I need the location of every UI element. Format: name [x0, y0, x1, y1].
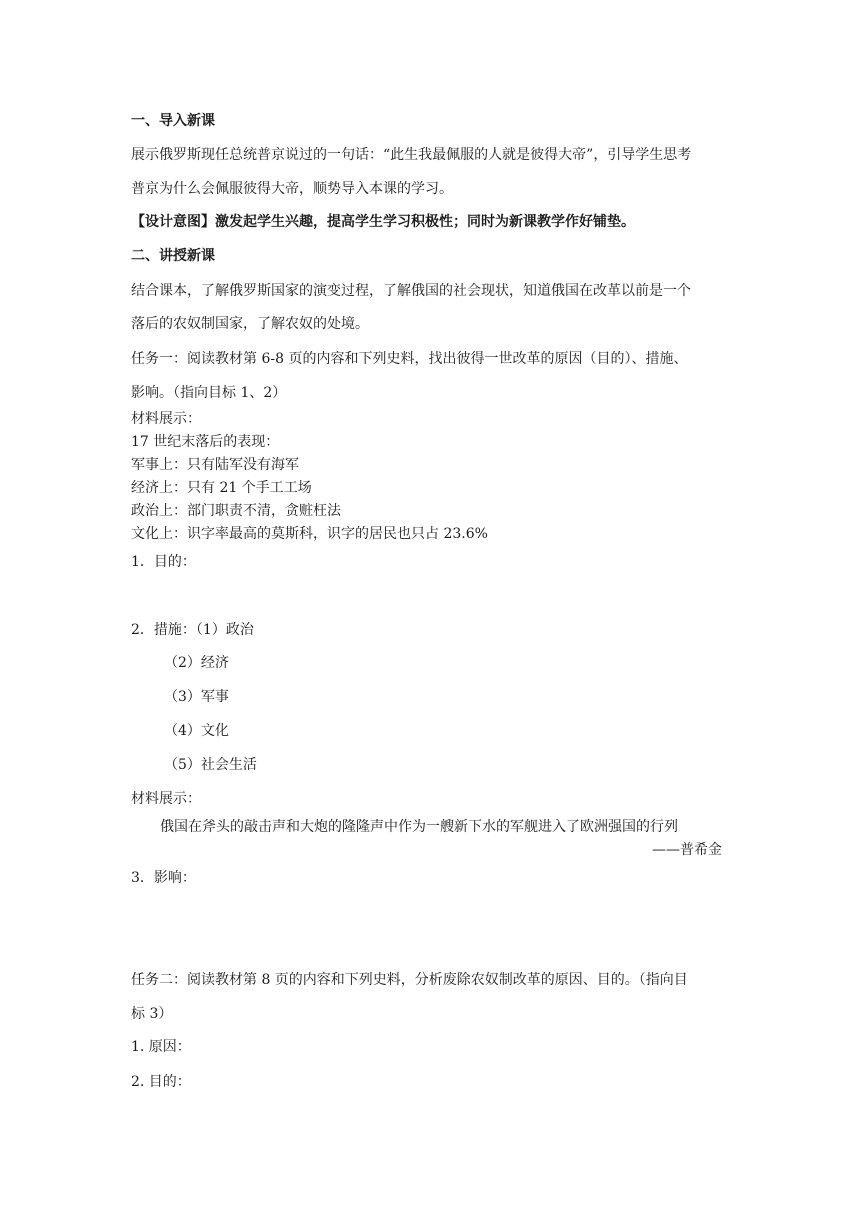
task1-line2: 影响。（指向目标 1、2）	[131, 385, 287, 401]
material-line: 文化上：识字率最高的莫斯科，识字的居民也只占 23.6%	[131, 526, 488, 542]
measure-item: （2）经济	[164, 655, 229, 671]
section1-intro-line2: 普京为什么会佩服彼得大帝，顺势导入本课的学习。	[131, 181, 453, 197]
task2-reason: 1. 原因：	[131, 1039, 191, 1055]
task2-purpose: 2. 目的：	[131, 1074, 191, 1090]
task2-line2: 标 3）	[131, 1006, 173, 1022]
material-line: 军事上：只有陆军没有海军	[131, 457, 299, 473]
measure-item: （3）军事	[164, 689, 229, 705]
quote-text: 俄国在斧头的敲击声和大炮的隆隆声中作为一艘新下水的军舰进入了欧洲强国的行列	[160, 819, 678, 835]
material-label: 材料展示：	[131, 411, 201, 427]
material-label-2: 材料展示：	[131, 791, 201, 807]
task1-measures-label: 2．措施：（1）政治	[131, 622, 254, 638]
section1-heading: 一、导入新课	[131, 113, 215, 129]
material-line: 经济上：只有 21 个手工工场	[131, 480, 312, 496]
material-line: 17 世纪末落后的表现：	[131, 434, 280, 450]
task2-line1: 任务二：阅读教材第 8 页的内容和下列史料，分析废除农奴制改革的原因、目的。（指向目	[131, 972, 688, 988]
measure-item: （5）社会生活	[164, 757, 257, 773]
material-line: 政治上：部门职责不清，贪赃枉法	[131, 503, 341, 519]
measure-item: （4）文化	[164, 723, 229, 739]
section2-intro-line1: 结合课本，了解俄罗斯国家的演变过程，了解俄国的社会现状，知道俄国在改革以前是一个	[131, 283, 691, 299]
section2-intro-line2: 落后的农奴制国家，了解农奴的处境。	[131, 316, 369, 332]
quote-author: ——普希金	[652, 842, 722, 858]
section2-heading: 二、讲授新课	[131, 248, 215, 264]
task1-purpose: 1．目的：	[131, 554, 196, 570]
design-intent: 【设计意图】激发起学生兴趣，提高学生学习积极性；同时为新课教学作好铺垫。	[131, 214, 635, 230]
task1-impact: 3．影响：	[131, 870, 196, 886]
task1-line1: 任务一：阅读教材第 6-8 页的内容和下列史料，找出彼得一世改革的原因（目的）、措施、	[131, 351, 688, 367]
section1-intro-line1: 展示俄罗斯现任总统普京说过的一句话：“此生我最佩服的人就是彼得大帝”，引导学生思考	[131, 147, 692, 163]
